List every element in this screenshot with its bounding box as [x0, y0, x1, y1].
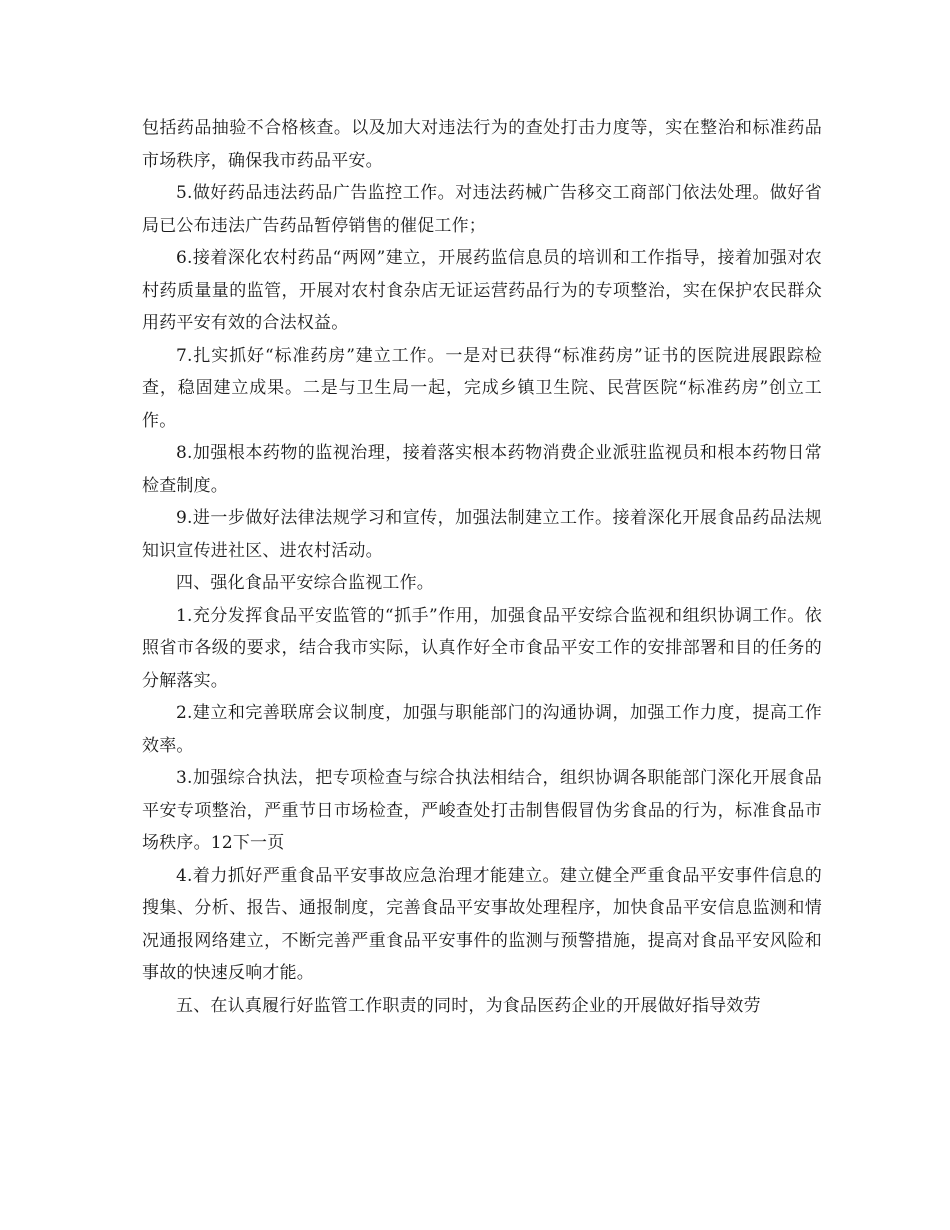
- paragraph-section4-item-1: 1.充分发挥食品平安监管的“抓手”作用，加强食品平安综合监视和组织协调工作。依照省市各级的要求，结合我市实际，认真作好全市食品平安工作的安排部署和目的任务的分解落实。: [142, 605, 822, 691]
- paragraph-item-5: 5.做好药品违法药品广告监控工作。对违法药械广告移交工商部门依法处理。做好省局已公布违法广告药品暂停销售的催促工作；: [142, 183, 822, 236]
- paragraph-section4-item-4: 4.着力抓好严重食品平安事故应急治理才能建立。建立健全严重食品平安事件信息的搜集、分析、报告、通报制度，完善食品平安事故处理程序，加快食品平安信息监测和情况通报网络建立，不断完善严重食品平安事件的监测与预警措施，提高对食品平安风险和事故的快速反响才能。: [142, 865, 822, 983]
- paragraph-item-9: 9.进一步做好法律法规学习和宣传，加强法制建立工作。接着深化开展食品药品法规知识宣传进社区、进农村活动。: [142, 508, 822, 561]
- section-heading-4: 四、强化食品平安综合监视工作。: [176, 573, 434, 593]
- paragraph-item-7: 7.扎实抓好“标准药房”建立工作。一是对已获得“标准药房”证书的医院进展跟踪检查，稳固建立成果。二是与卫生局一起，完成乡镇卫生院、民营医院“标准药房”创立工作。: [142, 345, 822, 431]
- paragraph-item-6: 6.接着深化农村药品“两网”建立，开展药监信息员的培训和工作指导，接着加强对农村药质量量的监管，开展对农村食杂店无证运营药品行为的专项整治，实在保护农民群众用药平安有效的合法权益。: [142, 248, 822, 333]
- paragraph-item-8: 8.加强根本药物的监视治理，接着落实根本药物消费企业派驻监视员和根本药物日常检查制度。: [142, 443, 822, 496]
- document-body: [142, 112, 822, 1022]
- paragraph-section4-item-2: 2.建立和完善联席会议制度，加强与职能部门的沟通协调，加强工作力度，提高工作效率。: [142, 703, 822, 756]
- section-heading-5: 五、在认真履行好监管工作职责的同时，为食品医药企业的开展做好指导效劳: [176, 995, 761, 1016]
- paragraph-section4-item-3: 3.加强综合执法，把专项检查与综合执法相结合，组织协调各职能部门深化开展食品平安专项整治，严重节日市场检查，严峻查处打击制售假冒伪劣食品的行为，标准食品市场秩序。12下一页: [142, 768, 822, 853]
- paragraph-continuation: 包括药品抽验不合格核查。以及加大对违法行为的查处打击力度等，实在整治和标准药品市场秩序，确保我市药品平安。: [142, 118, 822, 171]
